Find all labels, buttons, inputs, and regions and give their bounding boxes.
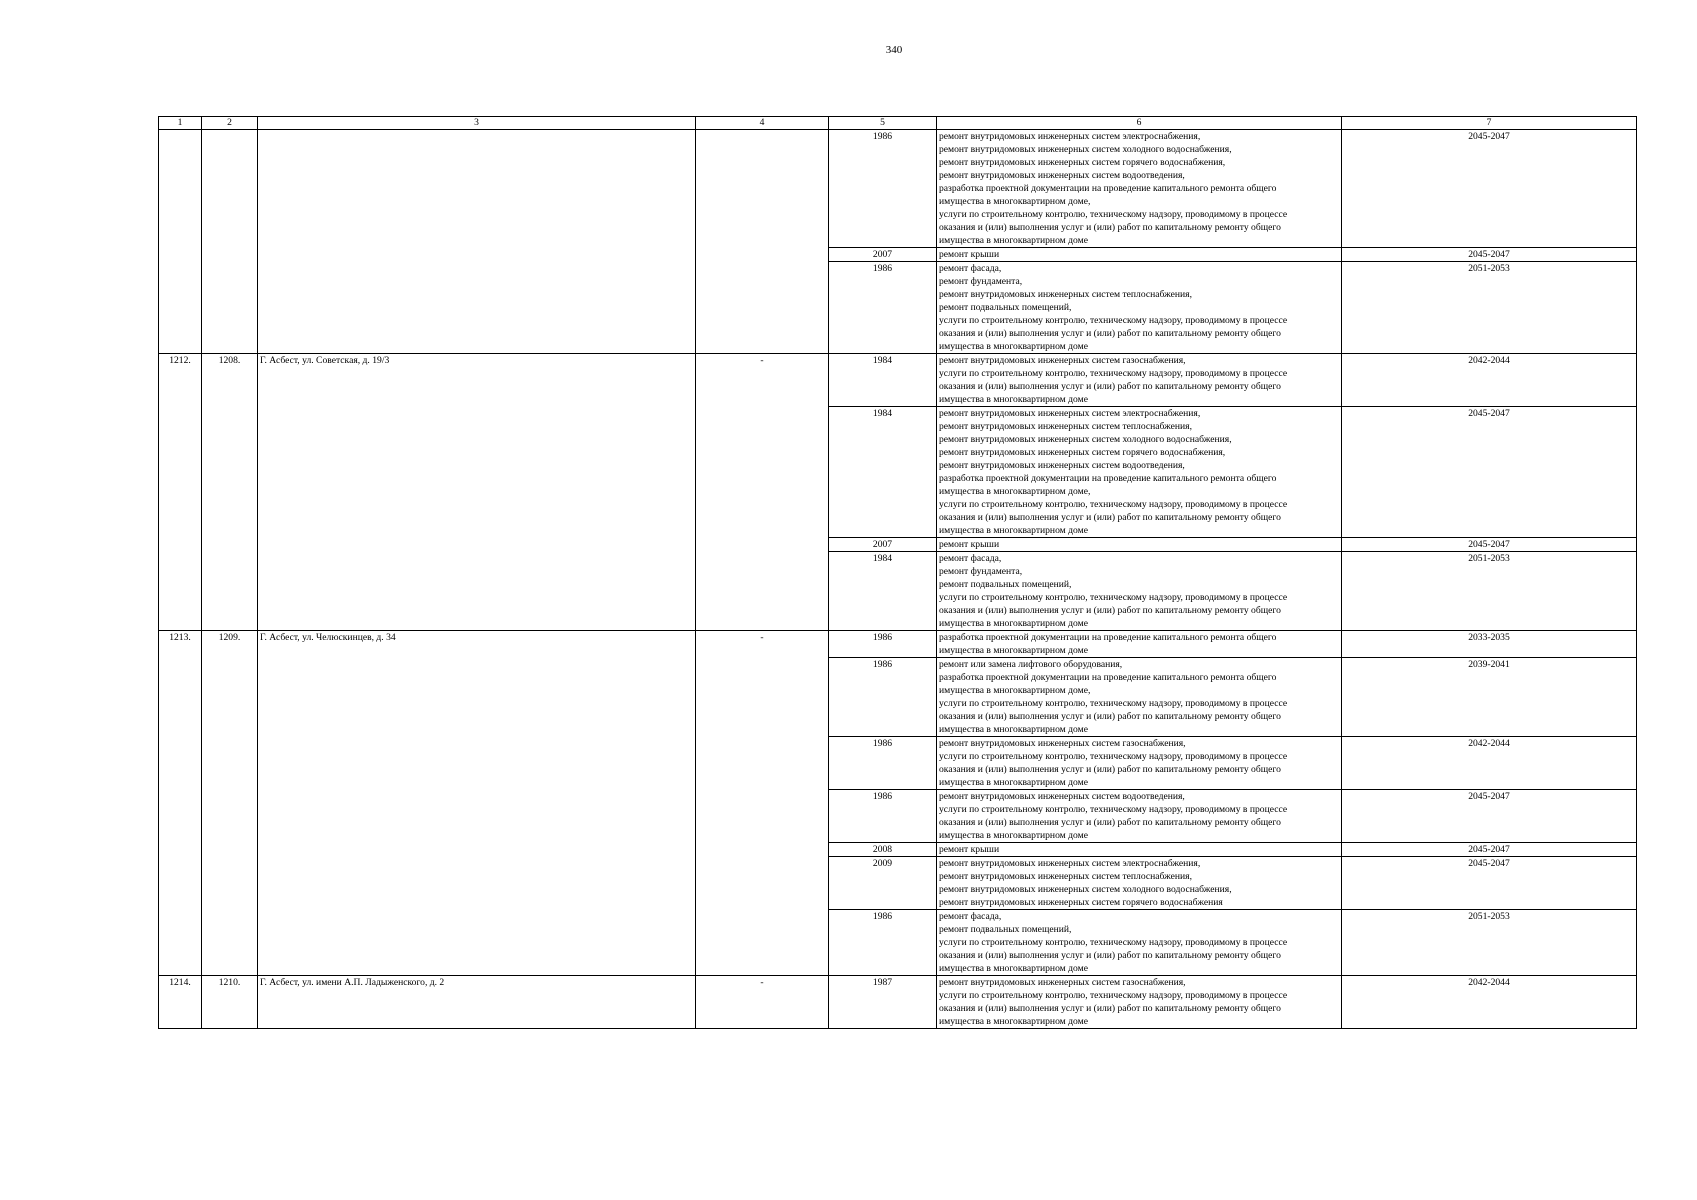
repair-period: 2045-2047 (1342, 843, 1637, 857)
column-header: 1 (159, 117, 202, 130)
work-line: ремонт подвальных помещений, (939, 924, 1072, 935)
work-line: оказания и (или) выполнения услуг и (или) работ по капитальному ремонту общего (939, 222, 1281, 233)
work-line: оказания и (или) выполнения услуг и (или) работ по капитальному ремонту общего (939, 512, 1281, 523)
work-line: услуги по строительному контролю, техническому надзору, проводимому в процессе (939, 804, 1288, 815)
table-row (159, 130, 1637, 248)
construction-year: 2007 (829, 538, 937, 552)
repair-period: 2042-2044 (1342, 976, 1637, 1029)
house-number: 1209. (202, 631, 258, 976)
work-line: имущества в многоквартирном доме (939, 645, 1088, 656)
construction-year: 1984 (829, 552, 937, 631)
work-line: оказания и (или) выполнения услуг и (или) работ по капитальному ремонту общего (939, 817, 1281, 828)
work-line: ремонт внутридомовых инженерных систем газоснабжения, (939, 738, 1186, 749)
repair-period: 2045-2047 (1342, 407, 1637, 538)
table-row (159, 631, 1637, 658)
work-line: ремонт внутридомовых инженерных систем горячего водоснабжения, (939, 157, 1226, 168)
construction-year: 1986 (829, 737, 937, 790)
work-line: ремонт внутридомовых инженерных систем водоотведения, (939, 791, 1185, 802)
work-line: разработка проектной документации на проведение капитального ремонта общего (939, 473, 1277, 484)
column-header: 5 (829, 117, 937, 130)
work-line: имущества в многоквартирном доме, (939, 486, 1091, 497)
column-header: 3 (258, 117, 696, 130)
work-line: ремонт внутридомовых инженерных систем холодного водоснабжения, (939, 434, 1232, 445)
work-description (937, 857, 1342, 910)
work-description (937, 790, 1342, 843)
work-line: оказания и (или) выполнения услуг и (или) работ по капитальному ремонту общего (939, 328, 1281, 339)
house-number: 1208. (202, 354, 258, 631)
work-line: услуги по строительному контролю, техническому надзору, проводимому в процессе (939, 698, 1288, 709)
column-header: 7 (1342, 117, 1637, 130)
work-line: ремонт внутридомовых инженерных систем холодного водоснабжения, (939, 884, 1232, 895)
work-line: услуги по строительному контролю, техническому надзору, проводимому в процессе (939, 315, 1288, 326)
work-line: услуги по строительному контролю, техническому надзору, проводимому в процессе (939, 751, 1288, 762)
work-line: услуги по строительному контролю, техническому надзору, проводимому в процессе (939, 592, 1288, 603)
work-line: ремонт фасада, (939, 911, 1002, 922)
work-line: услуги по строительному контролю, техническому надзору, проводимому в процессе (939, 937, 1288, 948)
row-number: 1212. (159, 354, 202, 631)
repair-period: 2051-2053 (1342, 552, 1637, 631)
row-number: 1213. (159, 631, 202, 976)
house-address: Г. Асбест, ул. имени А.П. Ладыженского, д. 2 (258, 976, 696, 1029)
work-description (937, 407, 1342, 538)
work-line: ремонт внутридомовых инженерных систем водоотведения, (939, 170, 1185, 181)
repair-period: 2042-2044 (1342, 354, 1637, 407)
repair-period: 2033-2035 (1342, 631, 1637, 658)
construction-year: 1986 (829, 262, 937, 354)
work-line: оказания и (или) выполнения услуг и (или) работ по капитальному ремонту общего (939, 605, 1281, 616)
work-line: имущества в многоквартирном доме (939, 618, 1088, 629)
work-line: ремонт внутридомовых инженерных систем горячего водоснабжения, (939, 447, 1226, 458)
work-line: имущества в многоквартирном доме (939, 341, 1088, 352)
column-number-row (159, 117, 1637, 130)
construction-year: 2009 (829, 857, 937, 910)
repair-period: 2042-2044 (1342, 737, 1637, 790)
work-description (937, 248, 1342, 262)
work-line: имущества в многоквартирном доме (939, 724, 1088, 735)
work-description (937, 843, 1342, 857)
construction-year: 1986 (829, 631, 937, 658)
work-description (937, 976, 1342, 1029)
work-line: ремонт внутридомовых инженерных систем теплоснабжения, (939, 289, 1192, 300)
work-line: имущества в многоквартирном доме (939, 963, 1088, 974)
work-line: ремонт внутридомовых инженерных систем газоснабжения, (939, 977, 1186, 988)
col4-value: - (696, 976, 829, 1029)
repair-period: 2045-2047 (1342, 857, 1637, 910)
capital-repair-table (158, 116, 1637, 1029)
column-header: 4 (696, 117, 829, 130)
continuation-cell (696, 130, 829, 354)
construction-year: 1986 (829, 658, 937, 737)
work-line: ремонт подвальных помещений, (939, 302, 1072, 313)
work-line: услуги по строительному контролю, техническому надзору, проводимому в процессе (939, 209, 1288, 220)
work-line: оказания и (или) выполнения услуг и (или) работ по капитальному ремонту общего (939, 950, 1281, 961)
house-address: Г. Асбест, ул. Челюскинцев, д. 34 (258, 631, 696, 976)
work-line: имущества в многоквартирном доме (939, 830, 1088, 841)
work-line: услуги по строительному контролю, техническому надзору, проводимому в процессе (939, 499, 1288, 510)
work-line: разработка проектной документации на проведение капитального ремонта общего (939, 672, 1277, 683)
table-row (159, 354, 1637, 407)
work-description (937, 538, 1342, 552)
work-line: оказания и (или) выполнения услуг и (или) работ по капитальному ремонту общего (939, 764, 1281, 775)
work-line: оказания и (или) выполнения услуг и (или) работ по капитальному ремонту общего (939, 711, 1281, 722)
page-number: 340 (885, 44, 903, 56)
construction-year: 1984 (829, 407, 937, 538)
work-description (937, 631, 1342, 658)
work-line: ремонт внутридомовых инженерных систем горячего водоснабжения (939, 897, 1223, 908)
construction-year: 1986 (829, 790, 937, 843)
repair-period: 2045-2047 (1342, 130, 1637, 248)
column-header: 6 (937, 117, 1342, 130)
work-description (937, 552, 1342, 631)
work-line: ремонт внутридомовых инженерных систем газоснабжения, (939, 355, 1186, 366)
work-line: оказания и (или) выполнения услуг и (или) работ по капитальному ремонту общего (939, 1003, 1281, 1014)
work-description (937, 262, 1342, 354)
construction-year: 1987 (829, 976, 937, 1029)
work-line: разработка проектной документации на проведение капитального ремонта общего (939, 183, 1277, 194)
work-line: ремонт внутридомовых инженерных систем электроснабжения, (939, 858, 1201, 869)
repair-period: 2045-2047 (1342, 538, 1637, 552)
table-body (159, 117, 1637, 1029)
continuation-cell (258, 130, 696, 354)
work-line: имущества в многоквартирном доме, (939, 196, 1091, 207)
column-header: 2 (202, 117, 258, 130)
construction-year: 1986 (829, 910, 937, 976)
work-line: имущества в многоквартирном доме (939, 525, 1088, 536)
work-line: ремонт фундамента, (939, 566, 1023, 577)
work-line: ремонт внутридомовых инженерных систем теплоснабжения, (939, 871, 1192, 882)
row-number: 1214. (159, 976, 202, 1029)
continuation-cell (159, 130, 202, 354)
construction-year: 1986 (829, 130, 937, 248)
work-line: разработка проектной документации на проведение капитального ремонта общего (939, 632, 1277, 643)
work-line: ремонт крыши (939, 539, 1000, 550)
work-line: ремонт внутридомовых инженерных систем теплоснабжения, (939, 421, 1192, 432)
repair-period: 2051-2053 (1342, 910, 1637, 976)
continuation-cell (202, 130, 258, 354)
table-row (159, 976, 1637, 1029)
col4-value: - (696, 631, 829, 976)
work-line: ремонт крыши (939, 249, 1000, 260)
work-line: имущества в многоквартирном доме (939, 394, 1088, 405)
repair-period: 2051-2053 (1342, 262, 1637, 354)
work-line: имущества в многоквартирном доме (939, 1016, 1088, 1027)
work-line: имущества в многоквартирном доме (939, 235, 1088, 246)
col4-value: - (696, 354, 829, 631)
house-address: Г. Асбест, ул. Советская, д. 19/3 (258, 354, 696, 631)
house-number: 1210. (202, 976, 258, 1029)
work-line: ремонт внутридомовых инженерных систем водоотведения, (939, 460, 1185, 471)
work-description (937, 910, 1342, 976)
work-line: ремонт фасада, (939, 263, 1002, 274)
work-description (937, 737, 1342, 790)
work-line: ремонт подвальных помещений, (939, 579, 1072, 590)
work-description (937, 130, 1342, 248)
work-line: ремонт фасада, (939, 553, 1002, 564)
work-description (937, 354, 1342, 407)
work-line: имущества в многоквартирном доме (939, 777, 1088, 788)
work-line: ремонт внутридомовых инженерных систем холодного водоснабжения, (939, 144, 1232, 155)
repair-period: 2045-2047 (1342, 790, 1637, 843)
work-line: ремонт фундамента, (939, 276, 1023, 287)
construction-year: 1984 (829, 354, 937, 407)
construction-year: 2008 (829, 843, 937, 857)
work-line: оказания и (или) выполнения услуг и (или) работ по капитальному ремонту общего (939, 381, 1281, 392)
repair-period: 2039-2041 (1342, 658, 1637, 737)
work-line: имущества в многоквартирном доме, (939, 685, 1091, 696)
work-line: ремонт крыши (939, 844, 1000, 855)
work-line: ремонт внутридомовых инженерных систем электроснабжения, (939, 408, 1201, 419)
work-line: ремонт или замена лифтового оборудования, (939, 659, 1123, 670)
construction-year: 2007 (829, 248, 937, 262)
work-line: ремонт внутридомовых инженерных систем электроснабжения, (939, 131, 1201, 142)
work-line: услуги по строительному контролю, техническому надзору, проводимому в процессе (939, 990, 1288, 1001)
repair-period: 2045-2047 (1342, 248, 1637, 262)
work-description (937, 658, 1342, 737)
work-line: услуги по строительному контролю, техническому надзору, проводимому в процессе (939, 368, 1288, 379)
